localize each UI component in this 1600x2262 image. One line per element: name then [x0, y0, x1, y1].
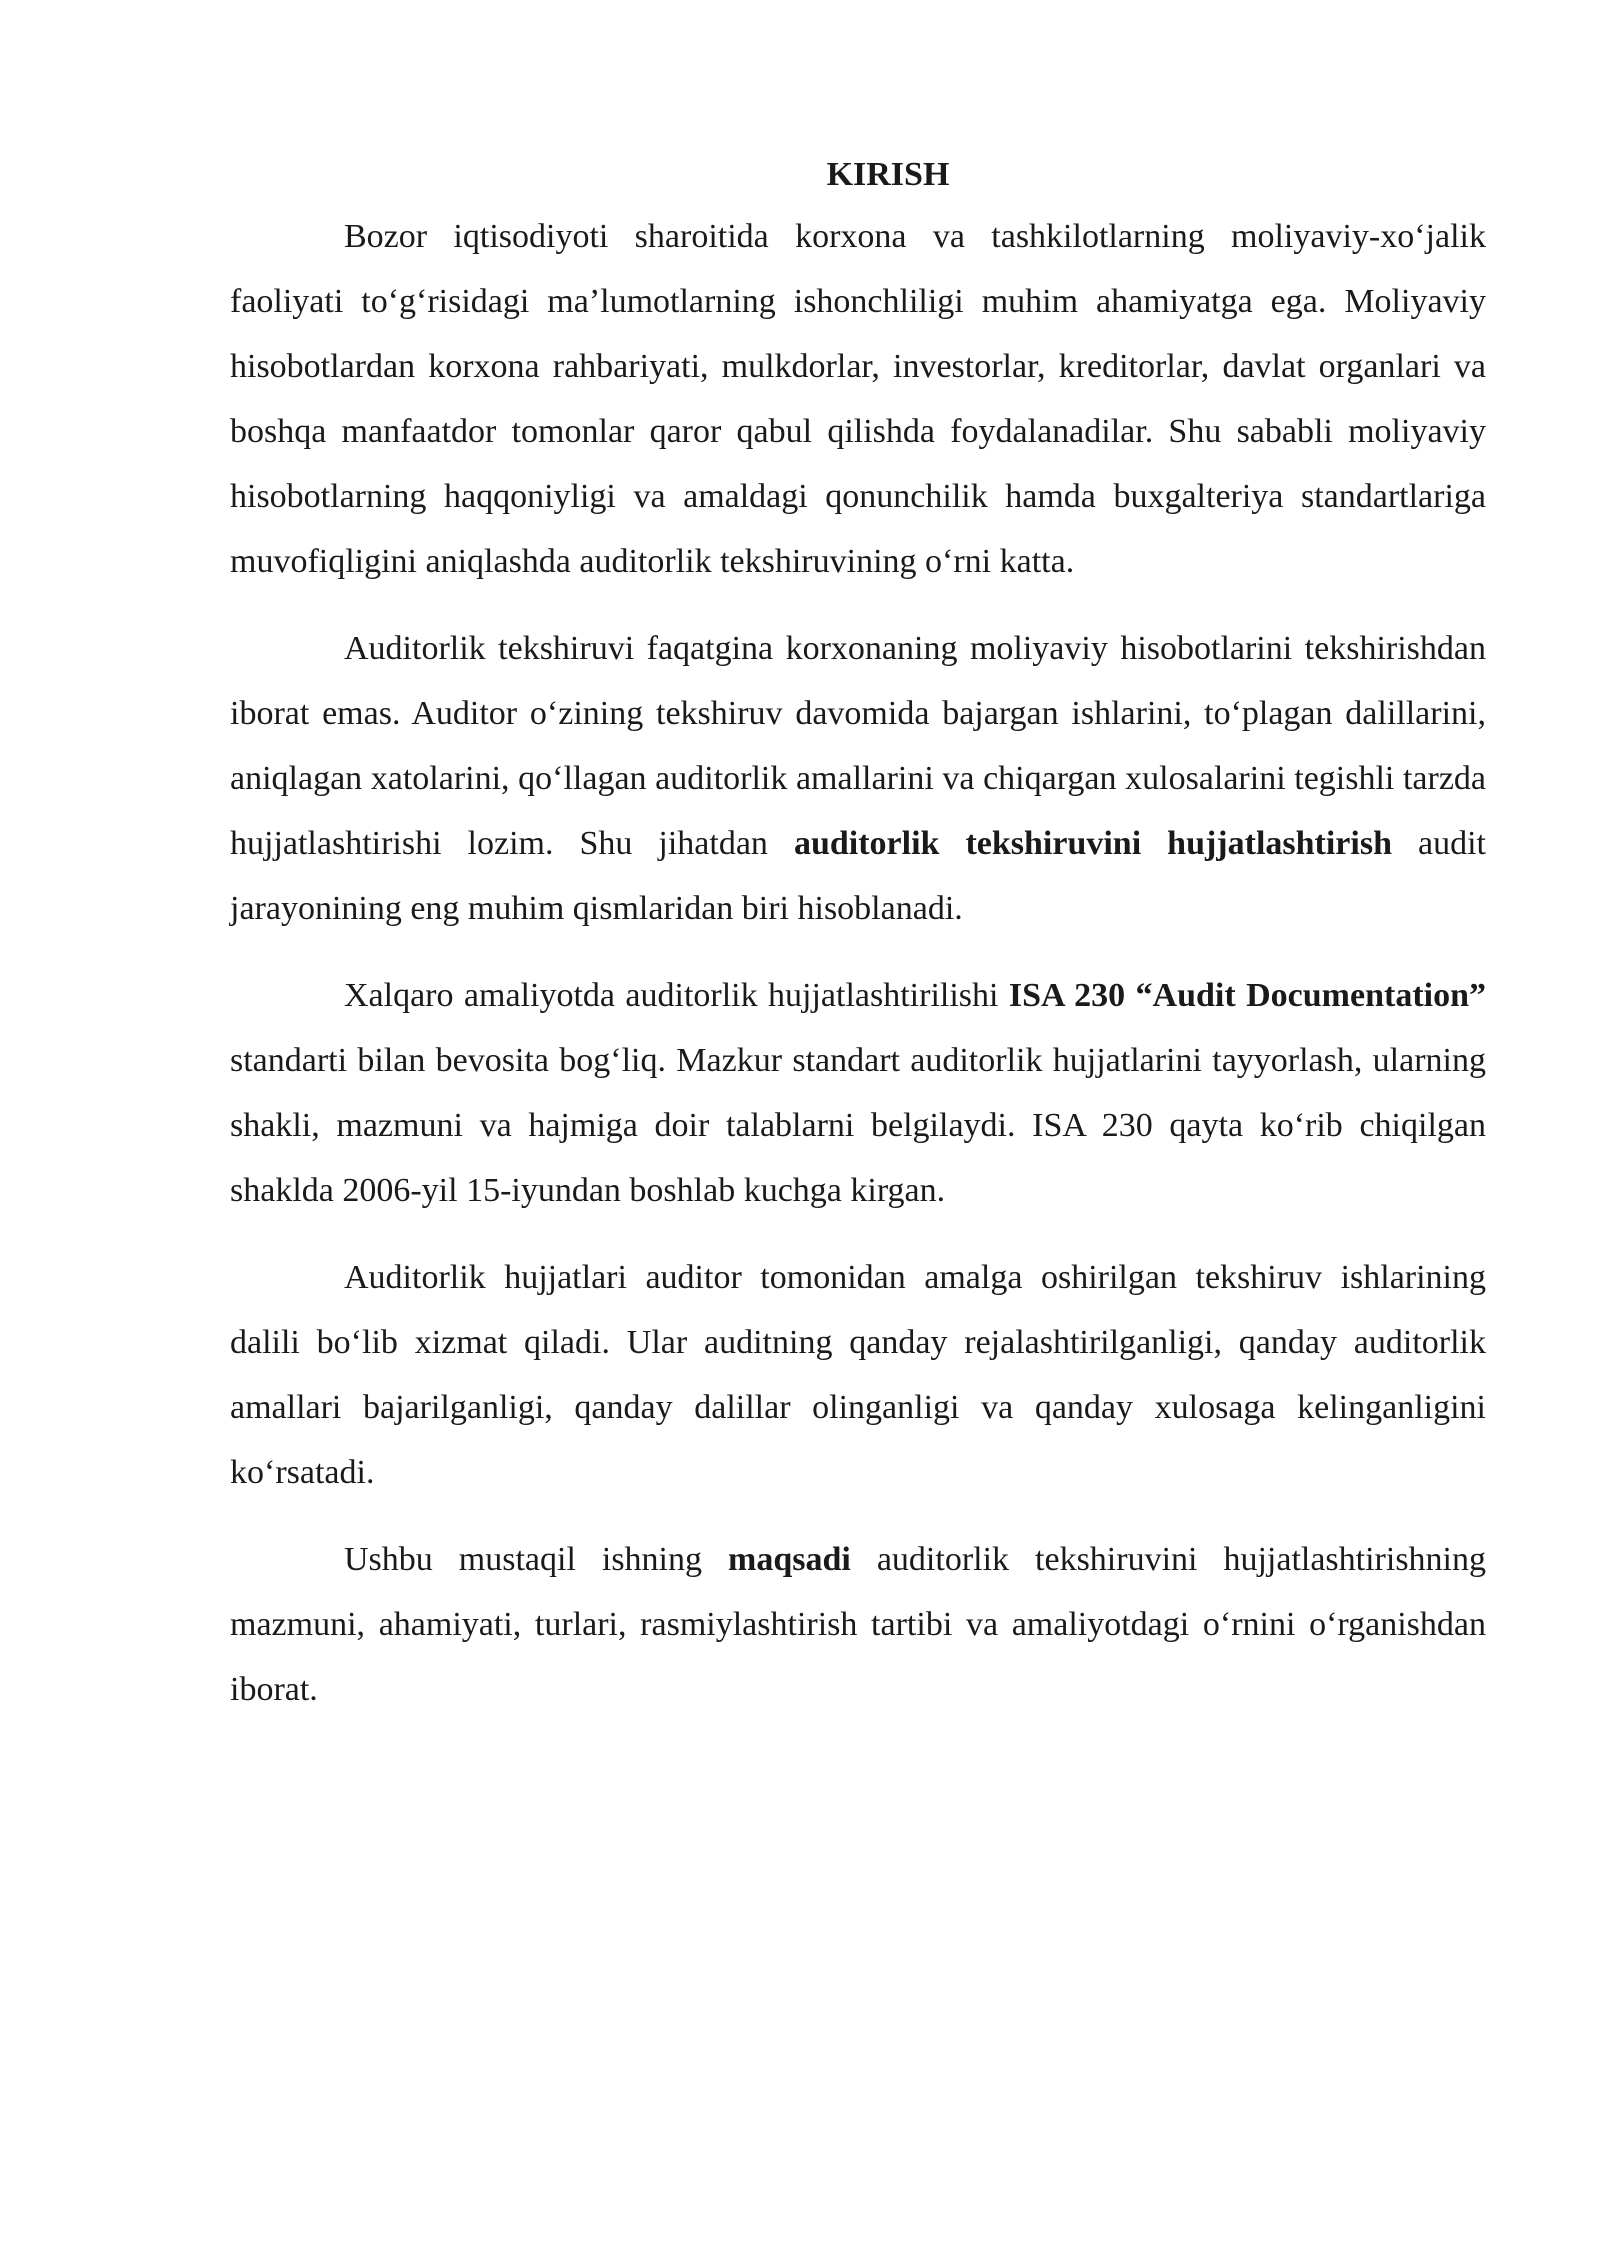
paragraph-text: Auditorlik tekshiruvi faqatgina korxonaning moliyaviy hisobotlarini tekshirishdan iborat emas. Auditor o‘zining tekshiruv davomida bajargan ishlarini, to‘plagan dalillarini, aniqlagan xatolarini, qo‘llagan auditorlik amallarini va chiqargan xulosalarini tegishli tarzda hujjatlashtirishi lozim. Shu jihatdan	[230, 630, 1486, 862]
paragraph-text: Auditorlik hujjatlari auditor tomonidan amalga oshirilgan tekshiruv ishlarining dalili bo‘lib xizmat qiladi. Ular auditning qanday rejalashtirilganligi, qanday auditorlik amallari bajarilganligi, qanday dalillar olinganligi va qanday xulosaga kelinganligini ko‘rsatadi.	[230, 1259, 1486, 1491]
paragraph-intro	[230, 204, 1486, 594]
paragraph-text: Xalqaro amaliyotda auditorlik hujjatlashtirilishi	[344, 977, 1009, 1014]
bold-term-goal: maqsadi	[728, 1541, 851, 1578]
paragraph-audit-scope	[230, 616, 1486, 941]
paragraph-goal	[230, 1527, 1486, 1722]
bold-term-documentation: auditorlik tekshiruvini hujjatlashtirish	[793, 825, 1392, 862]
paragraph-text: audit jarayonining eng muhim qismlaridan biri hisoblanadi.	[230, 825, 1486, 927]
paragraph-text: standarti bilan bevosita bog‘liq. Mazkur standart auditorlik hujjatlarini tayyorlash, ularning shakli, mazmuni va hajmiga doir talablarni belgilaydi. ISA 230 qayta ko‘rib chiqilgan shaklda 2006-yil 15-iyundan boshlab kuchga kirgan.	[230, 1042, 1486, 1209]
paragraph-text: auditorlik tekshiruvini hujjatlashtirishning mazmuni, ahamiyati, turlari, rasmiylashtirish tartibi va amaliyotdagi o‘rnini o‘rganishdan iborat.	[230, 1541, 1486, 1708]
document-body	[230, 148, 1486, 1744]
paragraph-audit-documents	[230, 1245, 1486, 1505]
document-heading: KIRISH	[826, 156, 950, 193]
paragraph-text: Ushbu mustaqil ishning	[344, 1541, 729, 1578]
paragraph-isa-230	[230, 963, 1486, 1223]
paragraph-text: Bozor iqtisodiyoti sharoitida korxona va tashkilotlarning moliyaviy-xo‘jalik faoliyati to‘g‘risidagi ma’lumotlarning ishonchliligi muhim ahamiyatga ega. Moliyaviy hisobotlardan korxona rahbariyati, mulkdorlar, investorlar, kreditorlar, davlat organlari va boshqa manfaatdor tomonlar qaror qabul qilishda foydalanadilar. Shu sababli moliyaviy hisobotlarning haqqoniyligi va amaldagi qonunchilik hamda buxgalteriya standartlariga muvofiqligini aniqlashda auditorlik tekshiruvining o‘rni katta.	[230, 218, 1486, 580]
bold-term-isa-230: ISA 230 “Audit Documentation”	[1008, 977, 1486, 1014]
